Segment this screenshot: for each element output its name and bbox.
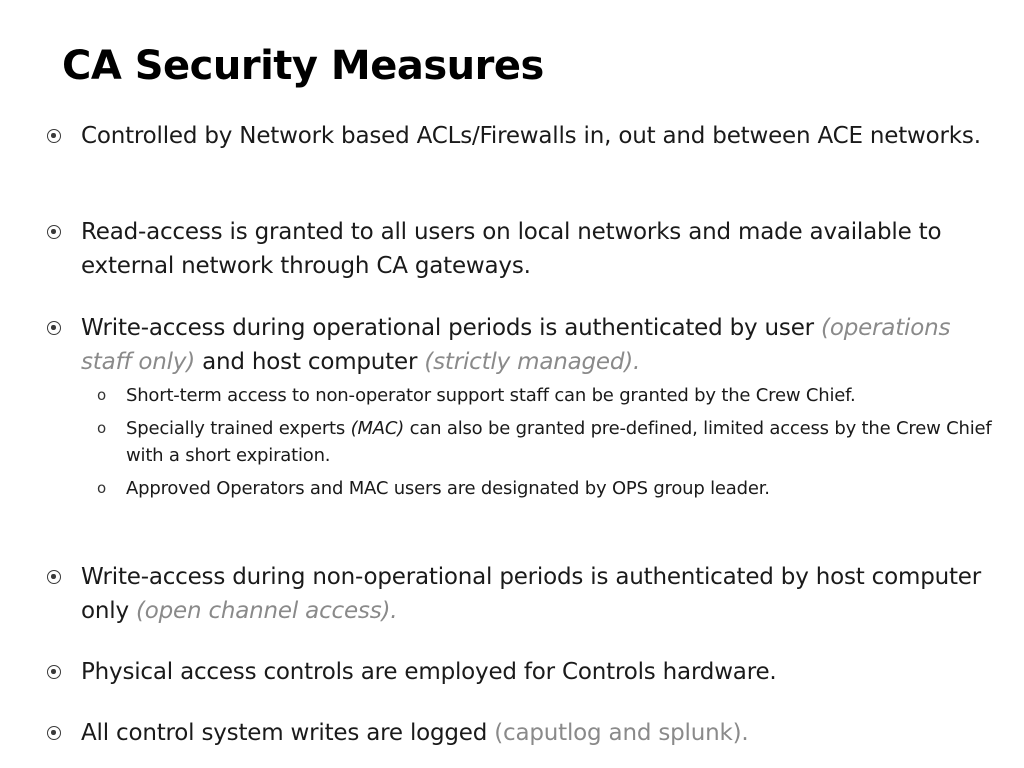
sub-bullet-item: [47, 415, 997, 469]
bullet-note: (caputlog and splunk).: [494, 720, 749, 746]
sub-text-emphasis: (MAC): [350, 418, 405, 439]
bullet-text: [81, 311, 997, 379]
circled-dot-bullet-icon: [47, 321, 61, 335]
sub-bullet-text: Approved Operators and MAC users are designated by OPS group leader.: [126, 478, 770, 499]
bullet-text: Physical access controls are employed for Controls hardware.: [81, 659, 777, 685]
bullet-item: [47, 215, 997, 283]
bullet-note: (operations staff only): [81, 315, 951, 375]
circled-dot-bullet-icon: [47, 570, 61, 584]
bullet-text-part: and host computer: [195, 349, 425, 375]
bullet-item: [47, 716, 997, 750]
bullet-text-part: Write-access during operational periods is authenticated by user: [81, 315, 822, 341]
bullet-item: [47, 655, 997, 689]
bullet-text: [81, 716, 997, 750]
bullet-text-part: All control system writes are logged: [81, 720, 495, 746]
sub-bullet-list: [47, 382, 997, 502]
sub-text-part: Specially trained experts: [126, 418, 351, 439]
sub-bullet-text: Short-term access to non-operator support staff can be granted by the Crew Chief.: [126, 385, 856, 406]
sub-text-part: can also be granted pre-defined, limited access by the Crew Chief with a short expiration.: [126, 418, 992, 466]
bullet-item: [47, 119, 997, 153]
sub-bullet-marker: o: [97, 479, 107, 497]
sub-bullet-item: [47, 475, 997, 502]
sub-bullet-marker: o: [97, 419, 107, 437]
circled-dot-bullet-icon: [47, 665, 61, 679]
sub-bullet-marker: o: [97, 386, 107, 404]
circled-dot-bullet-icon: [47, 129, 61, 143]
bullet-text: Controlled by Network based ACLs/Firewalls in, out and between ACE networks.: [81, 123, 981, 149]
bullet-item: [47, 311, 997, 508]
circled-dot-bullet-icon: [47, 225, 61, 239]
bullet-text: [81, 560, 997, 628]
bullet-text-part: Write-access during non-operational periods is authenticated by host computer only: [81, 564, 981, 624]
bullet-item: [47, 560, 997, 628]
bullet-note: (open channel access).: [135, 598, 398, 624]
bullet-note: (strictly managed).: [424, 349, 641, 375]
circled-dot-bullet-icon: [47, 726, 61, 740]
slide-title: CA Security Measures: [62, 43, 544, 89]
sub-bullet-text: [126, 415, 997, 469]
bullet-text: Read-access is granted to all users on local networks and made available to external network through CA gateways.: [81, 219, 942, 279]
sub-bullet-item: [47, 382, 997, 409]
